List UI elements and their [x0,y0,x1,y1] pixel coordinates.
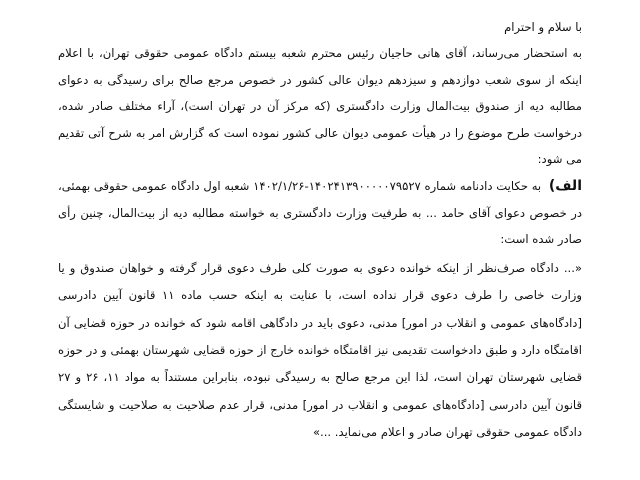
section-alef-paragraph [58,173,582,253]
quoted-ruling: «... دادگاه صرف‌نظر از اینکه خوانده دعوی به صورت کلی طرف دعوی قرار گرفته و خواهان صندوق و یا وزارت خاصی را طرف دعوی قرار نداده است، با عنایت به اینکه حسب ماده ۱۱ قانون آیین دادرسی [دادگاه‌های عمومی و انقلاب در امور] مدنی، دعوی باید در دادگاهی اقامه شود که خوانده در حوزه قضایی آن اقامتگاه دارد و طبق دادخواست تقدیمی نیز اقامتگاه خوانده خارج از حوزه قضایی شهرستان بهمئی و در حوزه قضایی شهرستان تهران است، لذا این مرجع صالح به رسیدگی نبوده، بنابراین مستنداً به مواد ۱۱، ۲۶ و ۲۷ قانون آیین دادرسی [دادگاه‌های عمومی و انقلاب در امور] مدنی، قرار عدم صلاحیت به صلاحیت و شایستگی دادگاه عمومی حقوقی تهران صادر و اعلام می‌نماید. ...» [58,260,583,440]
intro-paragraph: به استحضار می‌رساند، آقای هانی حاجیان رئیس محترم شعبه بیستم دادگاه عمومی حقوقی تهران، با اعلام اینکه از سوی شعب دوازدهم و سیزدهم دیوان عالی کشور در خصوص مرجع صالح برای رسیدگی به دعوای مطالبه دیه از صندوق بیت‌المال وزارت دادگستری (که مرکز آن در تهران است)، آراء مختلف صادر شده، درخواست طرح موضوع را در هیأت عمومی دیوان عالی کشور نموده است که گزارش امر به شرح آتی تقدیم می شود: [58,46,582,167]
greeting: با سلام و احترام [504,20,582,34]
section-alef-text: به حکایت دادنامه شماره ۱۴۰۲۴۱۳۹۰۰۰۰۰۷۹۵۲۷-۱۴۰۲/۱/۲۶ شعبه اول دادگاه عمومی حقوقی بهمئی، در خصوص دعوای آقای حامد ... به طرفیت وزارت دادگستری به خواسته مطالبه دیه از بیت‌المال، چنین رأی صادر شده است: [58,178,582,247]
section-letter: الف) [548,177,582,194]
